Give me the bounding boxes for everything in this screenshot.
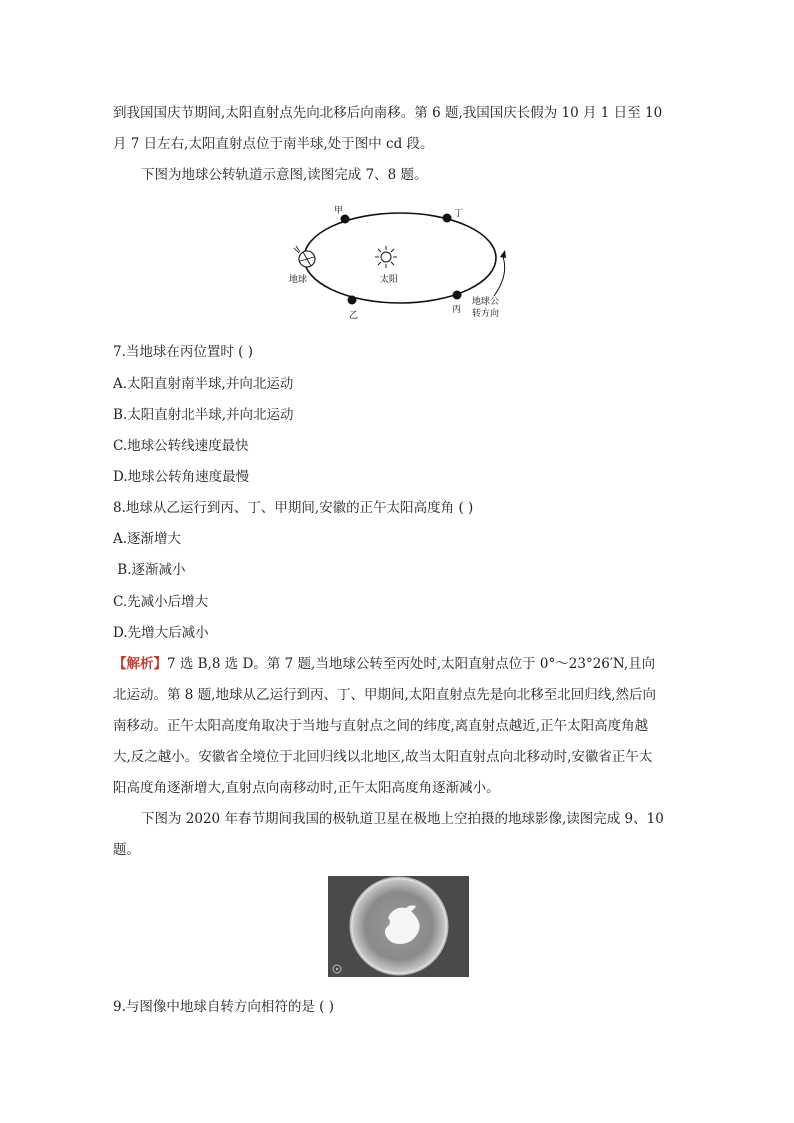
analysis-line-1	[113, 655, 655, 673]
label-yi: 乙	[349, 311, 359, 321]
analysis-line-4: 大,反之越小。安徽省全境位于北回归线以北地区,故当太阳直射点向北移动时,安徽省正午太	[113, 749, 653, 765]
q7-option-c: C.地球公转线速度最快	[113, 438, 249, 454]
label-jia: 甲	[334, 206, 344, 216]
analysis-first-line: 7 选 B,8 选 D。第 7 题,当地球公转至丙处时,太阳直射点位于 0°～23°26′N,且向	[167, 656, 656, 672]
label-direction-1: 地球公	[472, 297, 500, 307]
label-sun: 太阳	[380, 275, 399, 285]
intro-line-1: 到我国国庆节期间,太阳直射点先向北移后向南移。第 6 题,我国国庆长假为 10 月 1 日至 10	[113, 105, 663, 121]
q8-stem: 8.地球从乙运行到丙、丁、甲期间,安徽的正午太阳高度角 ( )	[113, 500, 474, 516]
position-ding-dot	[443, 214, 452, 223]
analysis-line-3: 南移动。正午太阳高度角取决于当地与直射点之间的纬度,离直射点越近,正午太阳高度角越	[113, 718, 649, 734]
figure2-intro-line-2: 题。	[113, 842, 140, 858]
q8-option-a: A.逐渐增大	[113, 531, 182, 547]
q7-option-a: A.太阳直射南半球,并向北运动	[113, 376, 294, 392]
earth-icon	[294, 246, 315, 267]
analysis-line-5: 阳高度角逐渐增大,直射点向南移动时,正午太阳高度角逐渐减小。	[113, 780, 500, 796]
q8-option-d: D.先增大后减小	[113, 625, 209, 641]
figure2-intro-line-1: 下图为 2020 年春节期间我国的极轨道卫星在极地上空拍摄的地球影像,读图完成 9、10	[141, 811, 664, 827]
orbit-ellipse	[304, 213, 496, 303]
polar-satellite-image	[328, 876, 469, 977]
analysis-tag: 【解析】	[113, 656, 167, 672]
earth-orbit-diagram	[282, 196, 522, 324]
sun-icon	[375, 246, 397, 268]
analysis-line-2: 北运动。第 8 题,地球从乙运行到丙、丁、甲期间,太阳直射点先是向北移至北回归线,然后向	[113, 687, 657, 703]
q8-option-b: B.逐渐减小	[113, 562, 186, 578]
position-bing-dot	[453, 291, 462, 300]
label-direction-2: 转方向	[472, 309, 500, 319]
q9-stem: 9.与图像中地球自转方向相符的是 ( )	[113, 999, 334, 1015]
label-bing: 丙	[452, 305, 462, 315]
figure1-intro: 下图为地球公转轨道示意图,读图完成 7、8 题。	[141, 167, 428, 183]
label-ding: 丁	[454, 209, 464, 219]
label-earth: 地球	[289, 275, 308, 285]
q7-option-b: B.太阳直射北半球,并向北运动	[113, 407, 294, 423]
intro-line-2: 月 7 日左右,太阳直射点位于南半球,处于图中 cd 段。	[113, 136, 434, 152]
q7-option-d: D.地球公转角速度最慢	[113, 469, 250, 485]
q7-stem: 7.当地球在丙位置时 ( )	[113, 344, 253, 360]
position-yi-dot	[348, 296, 357, 305]
q8-option-c: C.先减小后增大	[113, 594, 209, 610]
